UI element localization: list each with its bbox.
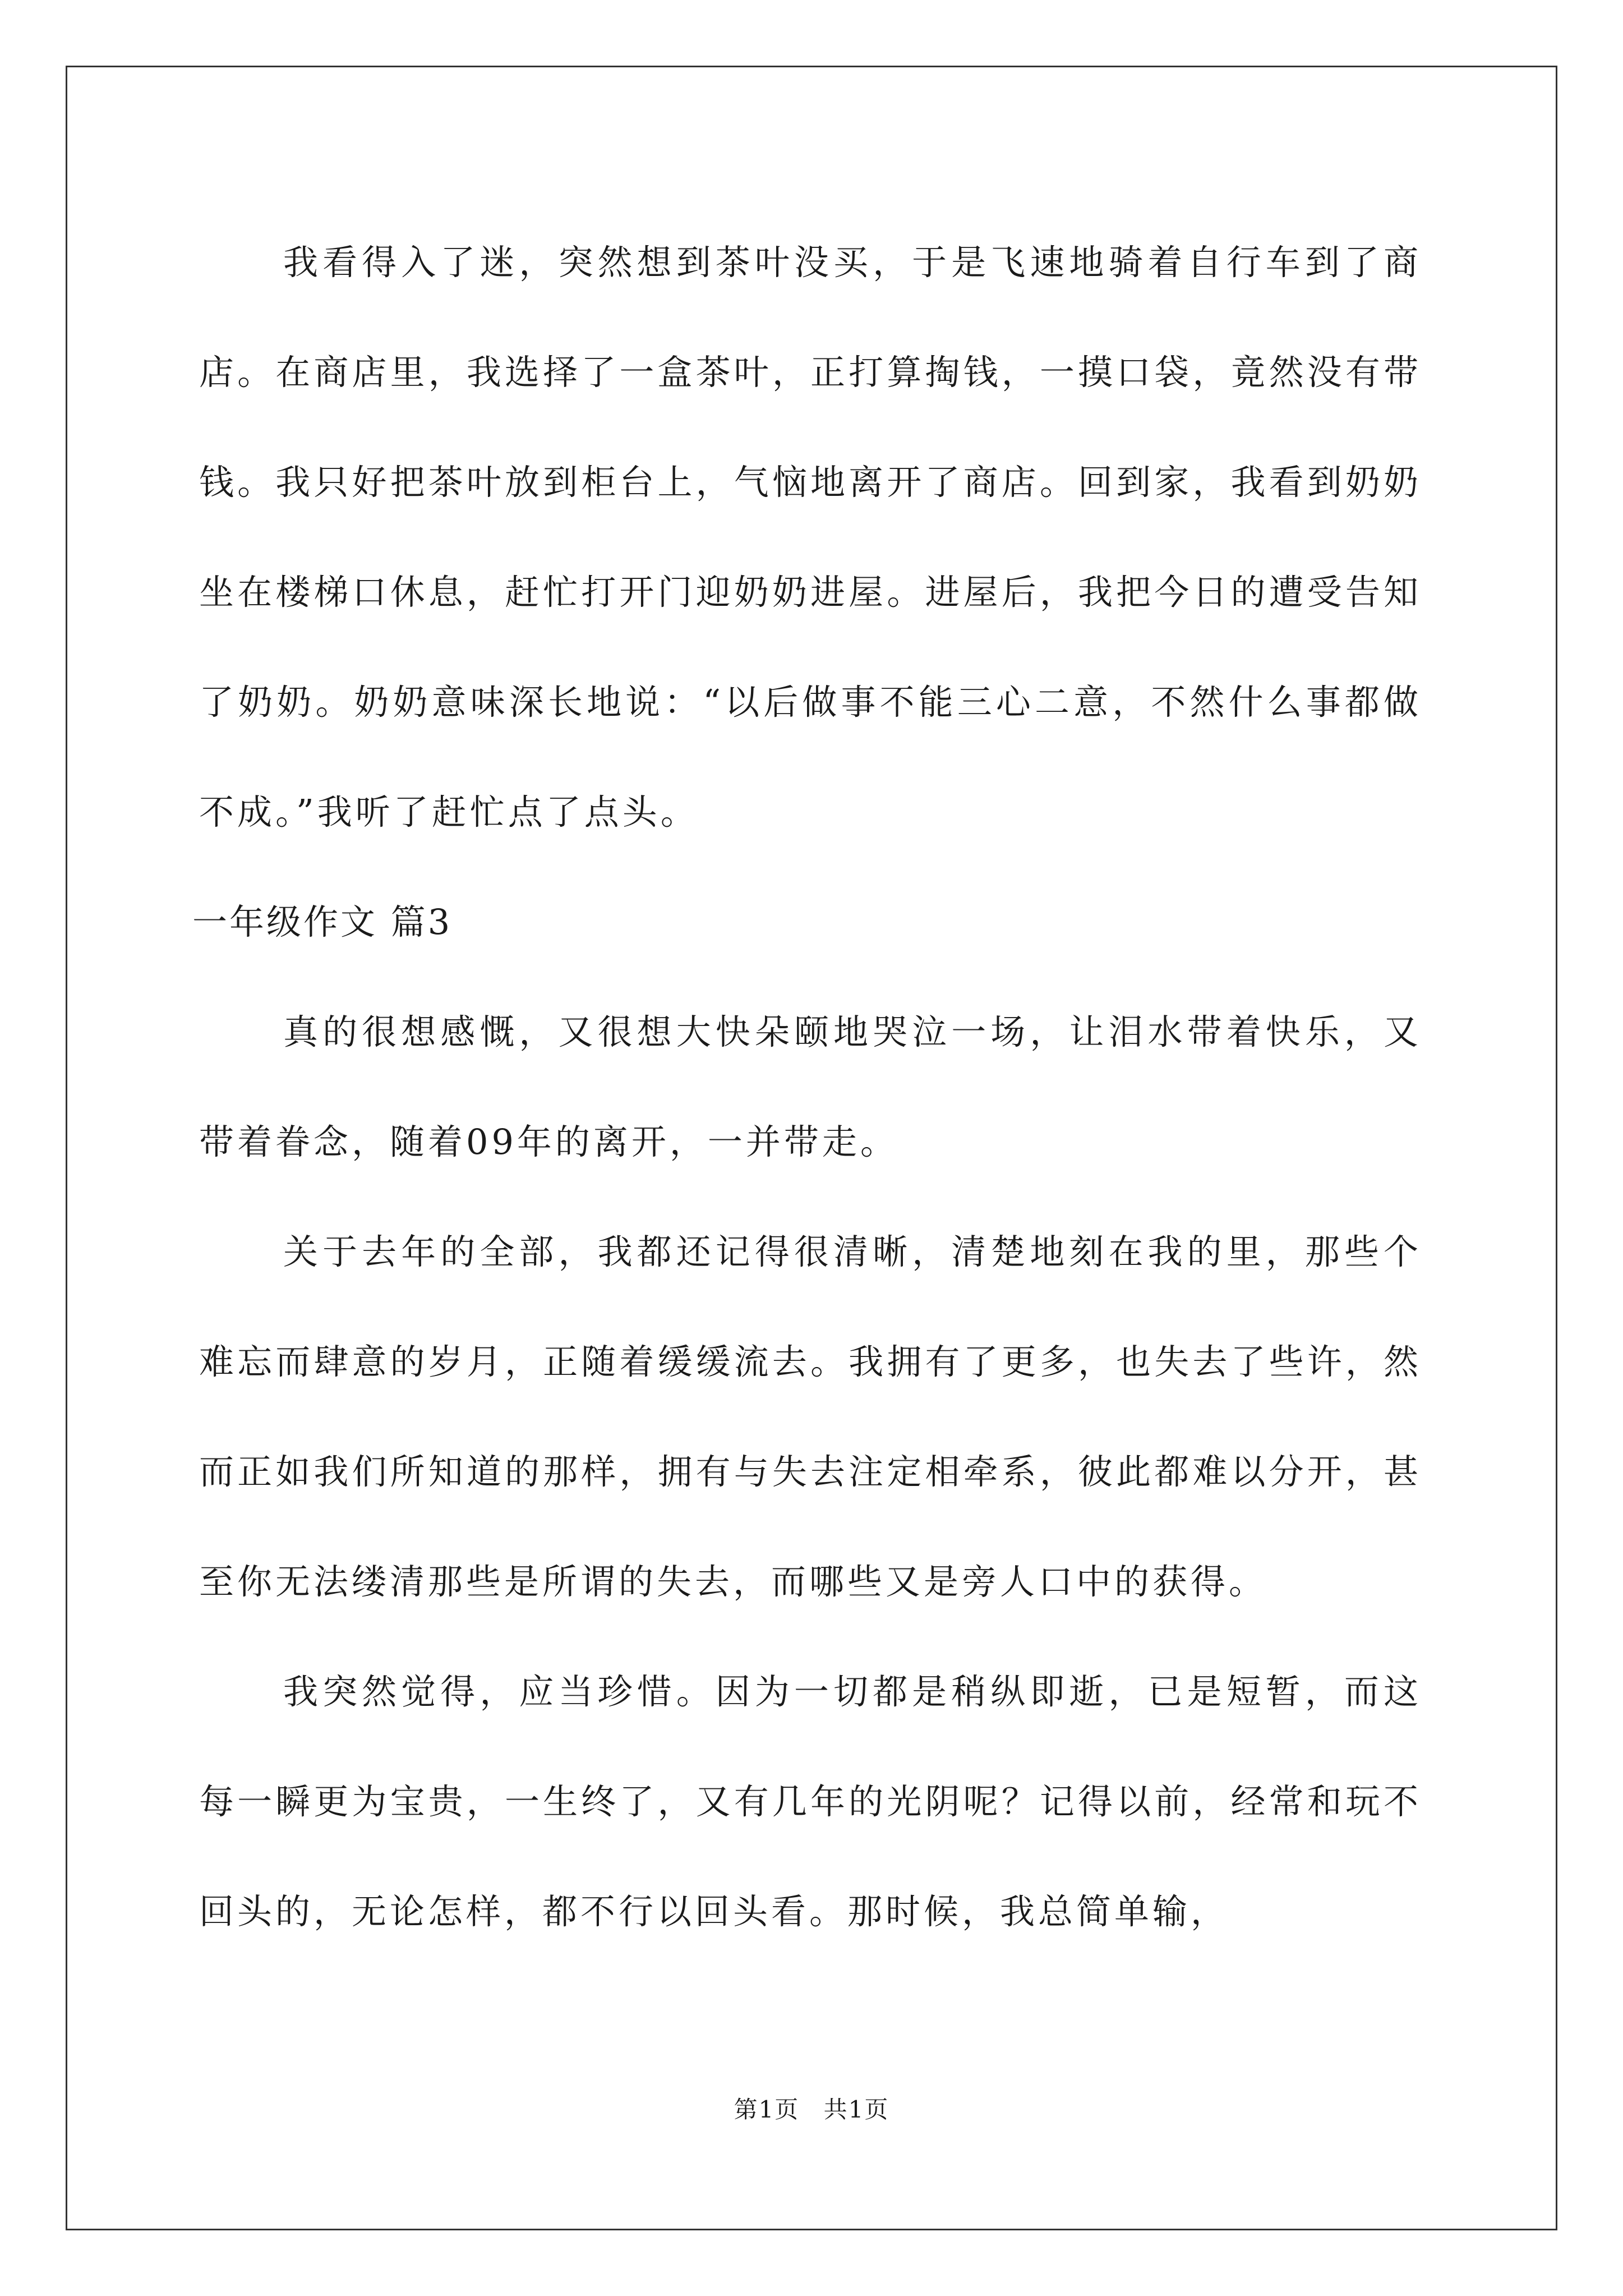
page-number: 第1页 [734, 2096, 800, 2123]
page-footer [0, 2091, 1623, 2125]
section-heading: 一年级作文 篇3 [192, 901, 453, 942]
document-body [192, 208, 1422, 1967]
paragraph: 真的很想感慨，又很想大快朵颐地哭泣一场，让泪水带着快乐，又带着眷念，随着09年的离开，一并带走。 [199, 1011, 1422, 1162]
paragraph: 关于去年的全部，我都还记得很清晰，清楚地刻在我的里，那些个难忘而肆意的岁月，正随着缓缓流去。我拥有了更多，也失去了些许，然而正如我们所知道的那样，拥有与失去注定相牵系，彼此都难以分开，甚至你无法缕清那些是所谓的失去，而哪些又是旁人口中的获得。 [199, 1231, 1422, 1602]
page-total: 共1页 [823, 2096, 889, 2123]
paragraph: 我突然觉得，应当珍惜。因为一切都是稍纵即逝，已是短暂，而这每一瞬更为宝贵，一生终了，又有几年的光阴呢？记得以前，经常和玩不回头的，无论怎样，都不行以回头看。那时候，我总简单输， [199, 1671, 1422, 1932]
paragraph: 我看得入了迷，突然想到茶叶没买，于是飞速地骑着自行车到了商店。在商店里，我选择了一盒茶叶，正打算掏钱，一摸口袋，竟然没有带钱。我只好把茶叶放到柜台上，气恼地离开了商店。回到家，我看到奶奶坐在楼梯口休息，赶忙打开门迎奶奶进屋。进屋后，我把今日的遭受告知了奶奶。奶奶意味深长地说：“以后做事不能三心二意，不然什么事都做不成。”我听了赶忙点了点头。 [199, 242, 1422, 832]
